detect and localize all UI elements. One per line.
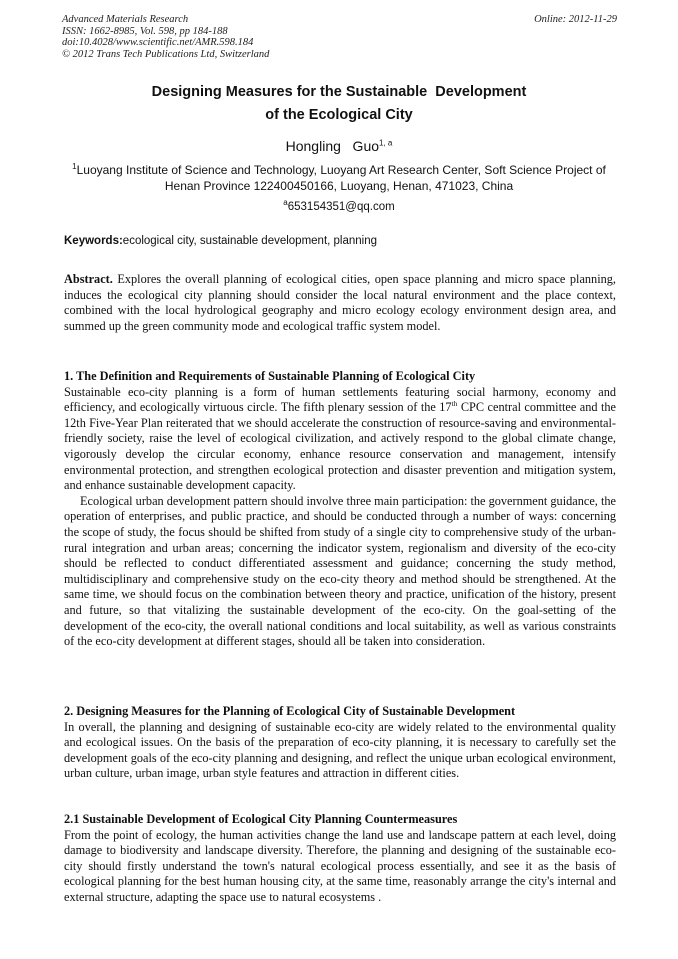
affil-marker: 1 <box>72 162 77 171</box>
section-2-1 <box>64 812 616 906</box>
section-1-heading: 1. The Definition and Requirements of Sustainable Planning of Ecological City <box>64 369 476 383</box>
affiliation-text: Luoyang Institute of Science and Technology, Luoyang Art Research Center, Soft Science Project of Henan Province 122400450166, Luoyang, Henan, 471023, China <box>76 163 606 193</box>
section-1 <box>64 369 616 650</box>
abstract-label: Abstract. <box>64 272 113 286</box>
keywords-label: Keywords: <box>64 235 123 247</box>
section-2-1-paragraph-1: From the point of ecology, the human activities change the land use and landscape pattern at each level, doing damage to biodiversity and landscape diversity. Therefore, the planning and designing of the sustainable eco-city should firstly understand the town's natural ecological process essentially, and see it as the basis of ecological planning for the best human housing city, at the same time, reasonably arrange the city's internal and external structure, adapting the space use to natural ecosystems . <box>64 827 616 904</box>
author-affil-marker: 1, a <box>379 138 393 148</box>
title-line-2: of the Ecological City <box>265 107 413 123</box>
journal-copyright: © 2012 Trans Tech Publications Ltd, Switzerland <box>62 48 270 60</box>
paper-title <box>60 81 618 127</box>
section-2 <box>64 704 616 782</box>
affiliation <box>60 163 618 194</box>
author-name: Hongling Guo <box>285 138 380 154</box>
ordinal-sup: th <box>451 399 458 409</box>
journal-issn: ISSN: 1662-8985, Vol. 598, pp 184-188 <box>62 25 228 37</box>
section-2-paragraph-1: In overall, the planning and designing of sustainable eco-city are widely related to the environmental quality and ecological issues. On the basis of the preparation of eco-city planning, it is necessary to carefully set the development goals of the eco-city planning and designing, and reflect the unique urban ecological environment, urban culture, urban image, urban style features and attraction in different cities. <box>64 719 616 781</box>
title-line-1: Designing Measures for the Sustainable Development <box>151 84 527 100</box>
journal-header <box>62 14 617 60</box>
email-line <box>60 198 618 213</box>
email-address[interactable]: 653154351@qq.com <box>287 201 395 213</box>
section-2-1-heading: 2.1 Sustainable Development of Ecological City Planning Countermeasures <box>64 812 458 826</box>
section-1-paragraph-2: Ecological urban development pattern should involve three main participation: the government guidance, the operation of enterprises, and public practice, and should be conducted through a number of ways: concerning the scope of study, the focus should be shifted from study of a single city to comprehensive study of the urban-rural integration and urban areas; concerning the indicator system, regionalism and diversity of the eco-city should be reflected to conduct differentiated assessment and guidance; concerning the study method, multidisciplinary and comprehensive study on the eco-city theory and method should be strengthened. At the same time, we should focus on the combination between theory and practice, unification of the history, present and future, so that vitalizing the sustainable development of the eco-city. On the goal-setting of the development of the eco-city, the overall national conditions and local suitability, as well as various constraints of the eco-city development at different stages, should all be taken into consideration. <box>64 493 616 649</box>
section-2-heading: 2. Designing Measures for the Planning of Ecological City of Sustainable Development <box>64 704 516 718</box>
journal-name: Advanced Materials Research <box>62 14 189 25</box>
journal-doi: doi:10.4028/www.scientific.net/AMR.598.184 <box>62 37 254 48</box>
keywords <box>64 235 616 247</box>
author <box>60 138 618 154</box>
keywords-text: ecological city, sustainable development, planning <box>122 235 378 247</box>
email-marker: a <box>283 198 288 208</box>
online-date: Online: 2012-11-29 <box>534 14 617 25</box>
abstract-text: Explores the overall planning of ecological cities, open space planning and micro space planning, induces the ecological city planning should consider the local natural environment and the place context, combined with the local hydrological geography and micro ecology ecology environment design area, and summed up the green community mode and ecological traffic system model. <box>64 272 616 333</box>
abstract <box>64 272 616 334</box>
section-1-paragraph-1: Sustainable eco-city planning is a form of human settlements featuring social harmony, economy and efficiency, and ecologically virtuous circle. The fifth plenary session of the 17th CPC central committee and the 12th Five-Year Plan reiterated that we should accelerate the construction of resource-saving and environmental-friendly society, raise the level of ecological civilization, and actively respond to the global climate change, vigorously develop the circular economy, enhance resource conservation and management, intensify environmental protection, and strengthen ecological protection and disaster prevention and mitigation system, and enhance sustainable development capacity. <box>64 384 616 493</box>
